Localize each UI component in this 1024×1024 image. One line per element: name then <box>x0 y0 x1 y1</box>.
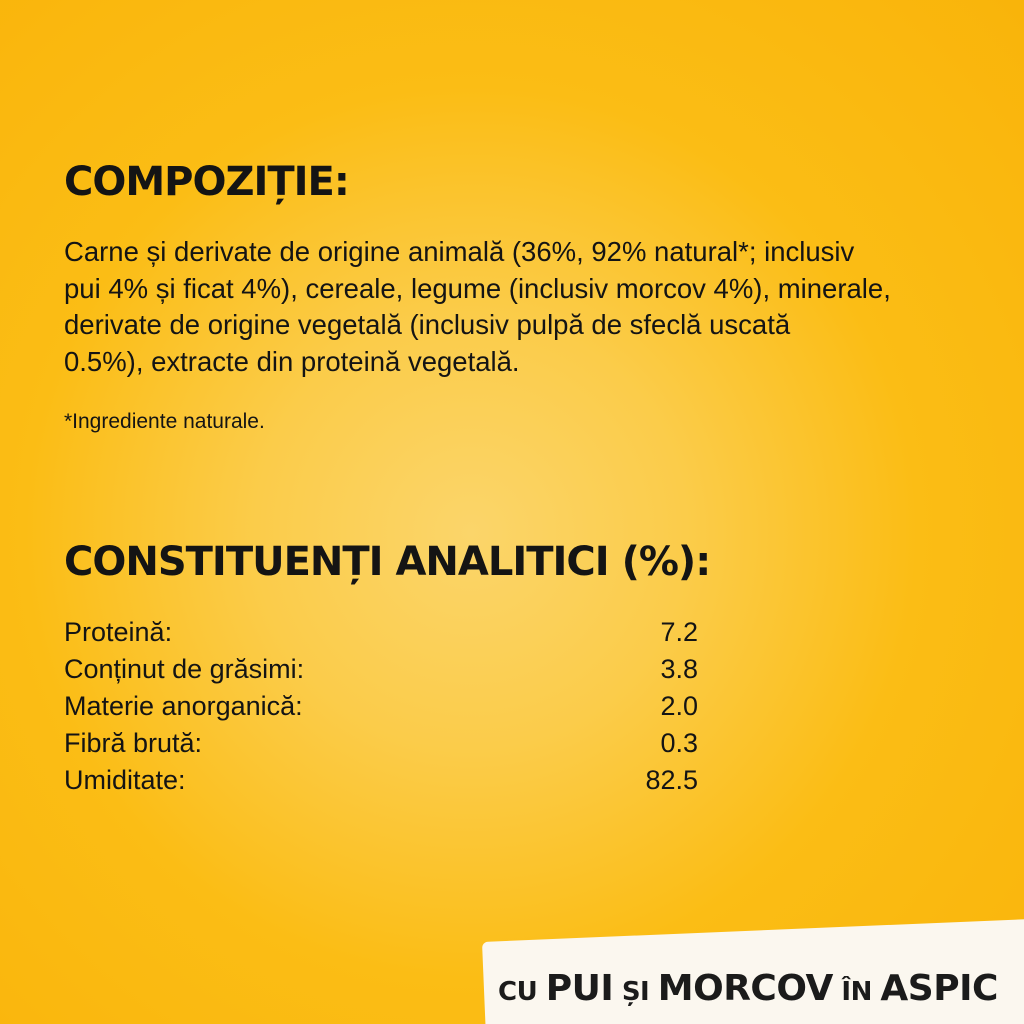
composition-line: Carne și derivate de origine animală (36%, 92% natural*; inclusiv <box>64 236 855 267</box>
banner-word: MORCOV <box>657 968 833 1009</box>
constituent-value: 7.2 <box>660 617 698 647</box>
banner-word: PUI <box>545 968 614 1009</box>
table-row <box>64 762 698 799</box>
banner-word: ÎN <box>832 977 881 1007</box>
analytical-table <box>64 614 698 799</box>
constituent-label: Materie anorganică: <box>64 691 303 721</box>
composition-text <box>64 234 984 380</box>
composition-line: derivate de origine vegetală (inclusiv pulpă de sfeclă uscată <box>64 309 791 340</box>
composition-line: pui 4% și ficat 4%), cereale, legume (inclusiv morcov 4%), minerale, <box>64 272 891 304</box>
footnote: *Ingrediente naturale. <box>64 410 265 433</box>
constituent-label: Proteină: <box>64 617 173 647</box>
constituent-value: 3.8 <box>660 654 698 684</box>
constituent-label: Fibră brută: <box>64 728 203 758</box>
banner-word: ASPIC <box>880 968 998 1009</box>
constituent-label: Umiditate: <box>64 765 186 795</box>
constituent-value: 2.0 <box>660 691 698 721</box>
table-row <box>64 614 698 651</box>
composition-line: 0.5%), extracte din proteină vegetală. <box>64 345 520 377</box>
constituent-label: Conținut de grăsimi: <box>64 654 305 684</box>
table-row <box>64 688 698 725</box>
analytical-heading: CONSTITUENȚI ANALITICI (%): <box>64 539 711 585</box>
banner-word: CU <box>498 977 546 1007</box>
table-row <box>64 651 698 688</box>
constituent-value: 82.5 <box>645 765 698 795</box>
constituent-value: 0.3 <box>660 728 698 758</box>
composition-heading: COMPOZIȚIE: <box>64 159 349 205</box>
table-row <box>64 725 698 762</box>
banner-word: ȘI <box>613 977 658 1007</box>
product-banner-text <box>498 964 1018 1020</box>
